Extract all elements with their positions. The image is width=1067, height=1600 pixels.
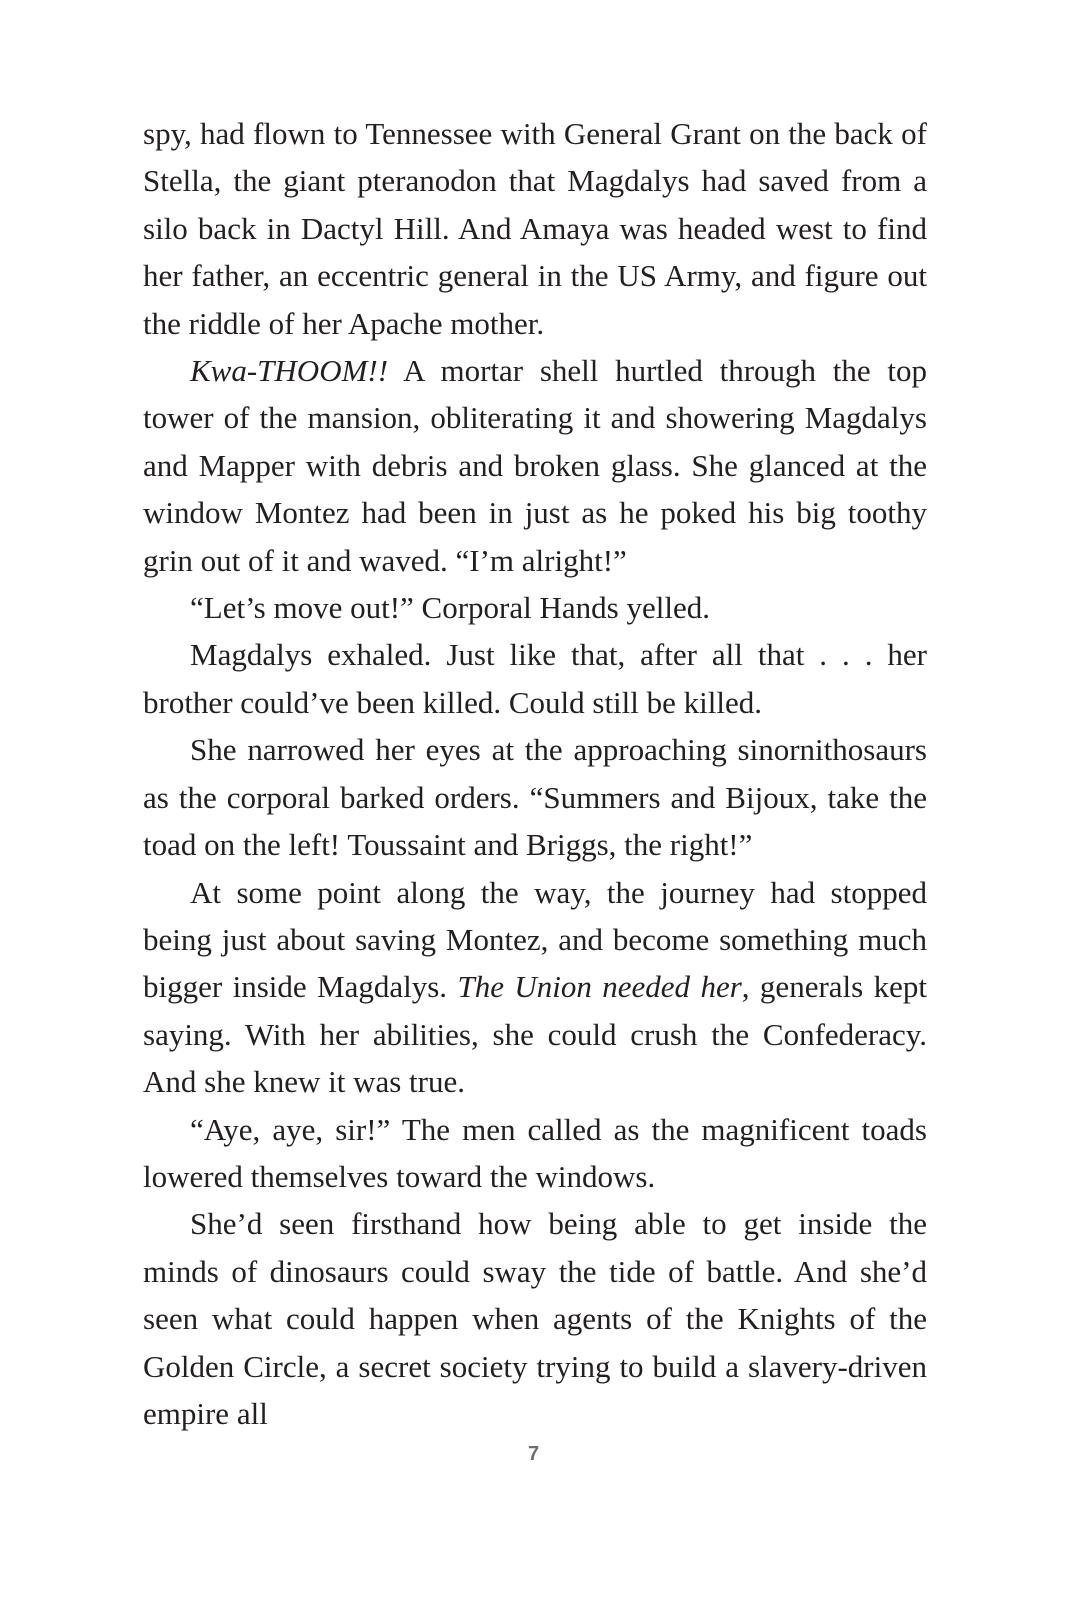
paragraph <box>143 726 927 868</box>
paragraph <box>143 869 927 1106</box>
text-segment-italic: The Union needed her <box>457 969 742 1005</box>
body-text <box>143 110 927 1437</box>
paragraph <box>143 110 927 347</box>
text-segment: “Aye, aye, sir!” The men called as the magnificent toads lowered themselves toward the windows. <box>143 1111 927 1194</box>
paragraph <box>143 1106 927 1201</box>
text-segment: She’d seen firsthand how being able to get inside the minds of dinosaurs could sway the tide of battle. And she’d seen what could happen when agents of the Knights of the Golden Circle, a secret society trying to build a slavery-driven empire all <box>143 1206 927 1431</box>
text-segment: At some point along the way, the journey had stopped being just about saving Montez, and become something much bigger inside Magdalys. <box>143 874 927 1005</box>
text-segment: She narrowed her eyes at the approaching sinornithosaurs as the corporal barked orders. “Summers and Bijoux, take the toad on the left! Toussaint and Briggs, the right!” <box>143 732 927 863</box>
paragraph <box>143 1200 927 1437</box>
paragraph <box>143 631 927 726</box>
text-segment: spy, had flown to Tennessee with General Grant on the back of Stella, the giant pteranodon that Magdalys had saved from a silo back in Dactyl Hill. And Amaya was headed west to find her father, an eccentric general in the US Army, and figure out the riddle of her Apache mother. <box>143 116 927 341</box>
text-segment: “Let’s move out!” Corporal Hands yelled. <box>190 590 710 626</box>
paragraph <box>143 347 927 584</box>
text-segment: A mortar shell hurtled through the top tower of the mansion, obliterating it and showering Magdalys and Mapper with debris and broken glass. She glanced at the window Montez had been in just as he poked his big toothy grin out of it and waved. “I’m alright!” <box>143 353 927 578</box>
text-segment: , generals kept saying. With her abilities, she could crush the Confederacy. And she knew it was true. <box>143 969 927 1100</box>
page-number: 7 <box>527 1443 540 1465</box>
text-segment: Magdalys exhaled. Just like that, after all that . . . her brother could’ve been killed. Could still be killed. <box>143 637 927 720</box>
paragraph <box>143 584 927 631</box>
text-segment-italic: Kwa-THOOM!! <box>190 353 389 389</box>
